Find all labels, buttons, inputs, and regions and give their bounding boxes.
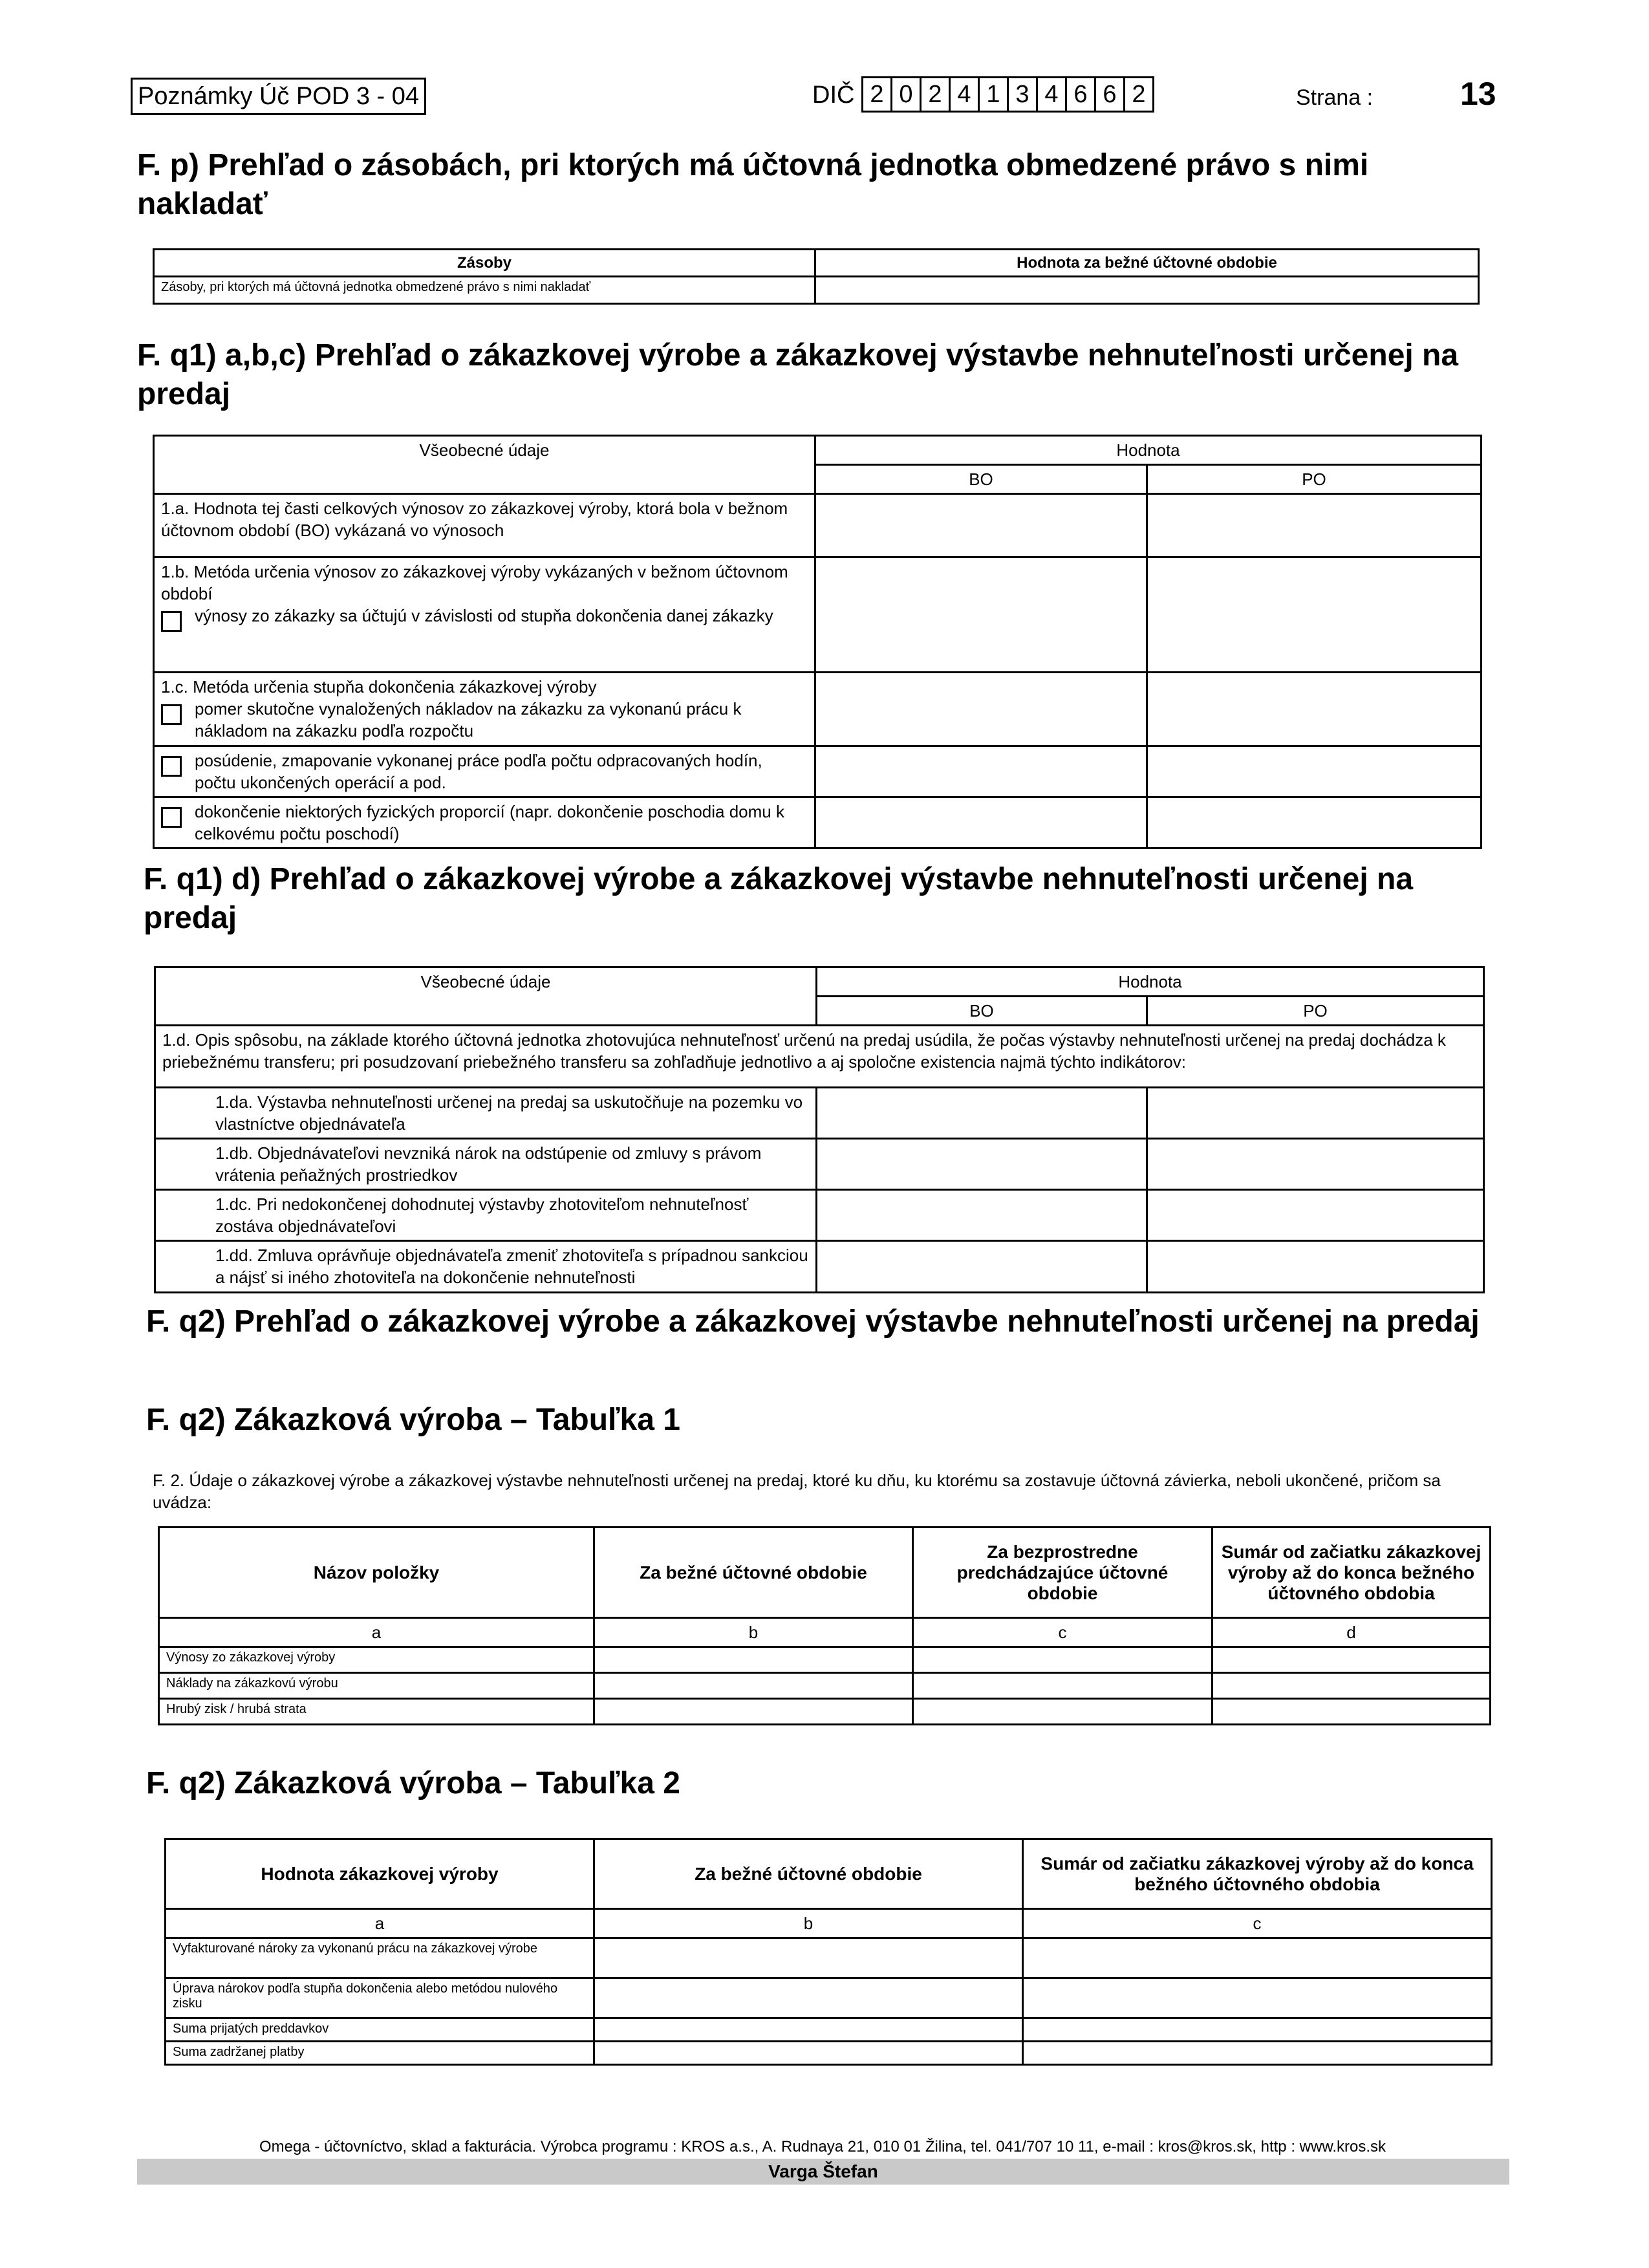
row-1b-option <box>161 605 808 632</box>
dic-digit: 2 <box>1132 81 1146 108</box>
col-header: Za bežné účtovné obdobie <box>594 1839 1023 1909</box>
table-fq1abc <box>153 435 1482 849</box>
value-cell[interactable] <box>594 1673 913 1699</box>
col-header: Sumár od začiatku zákazkovej výroby až do konca bežného účtovného obdobia <box>1023 1839 1492 1909</box>
value-cell[interactable] <box>815 557 1147 673</box>
page-label: Strana : <box>1296 85 1374 110</box>
value-cell[interactable] <box>1147 494 1482 557</box>
col-header-po: PO <box>1147 465 1482 494</box>
column-letter: a <box>159 1618 594 1647</box>
dic-label: DIČ <box>812 81 855 109</box>
table-row-label: Náklady na zákazkovú výrobu <box>159 1673 594 1699</box>
col-header: Názov položky <box>159 1528 594 1618</box>
col-header: Sumár od začiatku zákazkovej výroby až do konca bežného účtovného obdobia <box>1212 1528 1491 1618</box>
column-letter: b <box>594 1618 913 1647</box>
value-cell[interactable] <box>1212 1647 1491 1673</box>
value-cell[interactable] <box>817 1241 1147 1293</box>
dic-digit: 2 <box>921 78 951 111</box>
value-cell[interactable] <box>594 1647 913 1673</box>
table-row-label: Vyfakturované nároky za vykonanú prácu na zákazkovej výrobe <box>166 1938 594 1978</box>
value-cell[interactable] <box>817 1088 1147 1139</box>
row-1c-option <box>161 801 808 845</box>
table2-title: F. q2) Zákazková výroba – Tabuľka 2 <box>146 1766 680 1800</box>
col-header: Hodnota <box>817 967 1484 997</box>
table-row-label: Suma prijatých preddavkov <box>166 2018 594 2042</box>
table1-note: F. 2. Údaje o zákazkovej výrobe a zákazkovej výstavbe nehnuteľnosti určenej na predaj, ktoré ku dňu, ku ktorému sa zostavuje účtovná závierka, neboli ukončené, pričom sa uvádza: <box>153 1471 1441 1512</box>
form-name: Poznámky Úč POD 3 - 04 <box>131 78 426 115</box>
table-fq1d <box>154 966 1485 1293</box>
row-1d: 1.d. Opis spôsobu, na základe ktorého účtovná jednotka zhotovujúca nehnuteľnosť určenú na predaj usúdila, že počas výstavby nehnuteľnosti určenej na predaj dochádza k priebežnému transferu; pri posudzovaní priebežného transferu sa zohľadňuje jednotlivo a aj spoločne existencia najmä týchto indikátorov: <box>155 1026 1484 1088</box>
dic-boxes <box>861 76 1154 113</box>
option-label: výnosy zo zákazky sa účtujú v závislosti od stupňa dokončenia danej zákazky <box>195 606 773 625</box>
column-letter: a <box>166 1909 594 1938</box>
checkbox[interactable] <box>161 807 182 828</box>
row-1dc: 1.dc. Pri nedokončenej dohodnutej výstavby zhotoviteľom nehnuteľnosť zostáva objednávateľovi <box>155 1190 817 1241</box>
value-cell[interactable] <box>913 1673 1212 1699</box>
value-cell[interactable] <box>1023 1938 1492 1978</box>
value-cell[interactable] <box>1212 1673 1491 1699</box>
value-cell[interactable] <box>594 2042 1023 2065</box>
option-label: dokončenie niektorých fyzických proporcií (napr. dokončenie poschodia domu k celkovému počtu poschodí) <box>195 802 784 843</box>
checkbox[interactable] <box>161 611 182 632</box>
row-1c-2 <box>154 746 815 797</box>
column-letter: c <box>1023 1909 1492 1938</box>
dic-digit: 2 <box>863 78 892 111</box>
page-number: 13 <box>1460 76 1496 112</box>
option-label: pomer skutočne vynaložených nákladov na zákazku za vykonanú prácu k nákladom na zákazku podľa rozpočtu <box>195 699 742 740</box>
value-cell[interactable] <box>1147 1241 1484 1293</box>
value-cell[interactable] <box>815 797 1147 848</box>
dic-digit: 0 <box>892 78 921 111</box>
row-1c-label: 1.c. Metóda určenia stupňa dokončenia zákazkovej výroby <box>161 677 597 697</box>
value-cell[interactable] <box>815 673 1147 746</box>
footer-name: Varga Štefan <box>137 2159 1509 2185</box>
row-1c-option <box>161 698 808 742</box>
option-label: posúdenie, zmapovanie vykonanej práce podľa počtu odpracovaných hodín, počtu ukončených operácií a pod. <box>195 751 762 792</box>
value-cell[interactable] <box>817 1139 1147 1190</box>
dic-digit: 6 <box>1096 78 1125 111</box>
col-header: Hodnota zákazkovej výroby <box>166 1839 594 1909</box>
column-letter: d <box>1212 1618 1491 1647</box>
col-header: Hodnota za bežné účtovné obdobie <box>815 250 1479 277</box>
table-row-label: Hrubý zisk / hrubá strata <box>159 1699 594 1725</box>
col-header: Za bezprostredne predchádzajúce účtovné obdobie <box>913 1528 1212 1618</box>
table-fp <box>153 248 1480 305</box>
column-letter: c <box>913 1618 1212 1647</box>
value-cell[interactable] <box>817 1190 1147 1241</box>
row-1c-3 <box>154 797 815 848</box>
value-cell[interactable] <box>1147 746 1482 797</box>
row-1dd: 1.dd. Zmluva oprávňuje objednávateľa zmeniť zhotoviteľa s prípadnou sankciou a nájsť si iného zhotoviteľa na dokončenie nehnuteľnosti <box>155 1241 817 1293</box>
value-cell[interactable] <box>594 1938 1023 1978</box>
row-1b-label: 1.b. Metóda určenia výnosov zo zákazkovej výroby vykázaných v bežnom účtovnom období <box>161 562 788 603</box>
col-header-bo: BO <box>815 465 1147 494</box>
value-cell[interactable] <box>594 1699 913 1725</box>
value-cell[interactable] <box>1147 557 1482 673</box>
value-cell[interactable] <box>1023 2042 1492 2065</box>
section-fq1abc-title: F. q1) a,b,c) Prehľad o zákazkovej výrobe a zákazkovej výstavbe nehnuteľnosti určenej na predaj <box>137 338 1459 411</box>
dic-digit: 4 <box>1038 78 1067 111</box>
dic-digit: 4 <box>951 78 980 111</box>
value-cell[interactable] <box>913 1699 1212 1725</box>
value-cell[interactable] <box>913 1647 1212 1673</box>
row-1a: 1.a. Hodnota tej časti celkových výnosov zo zákazkovej výroby, ktorá bola v bežnom účtovnom období (BO) vykázaná vo výnosoch <box>154 494 815 557</box>
col-header: Zásoby <box>154 250 815 277</box>
col-header: Všeobecné údaje <box>154 436 815 494</box>
section-fq2-title: F. q2) Prehľad o zákazkovej výrobe a zákazkovej výstavbe nehnuteľnosti určenej na predaj <box>146 1304 1480 1339</box>
value-cell[interactable] <box>1147 797 1482 848</box>
section-fp-title: F. p) Prehľad o zásobách, pri ktorých má účtovná jednotka obmedzené právo s nimi nakladať <box>137 148 1369 221</box>
table-row-label: Úprava nárokov podľa stupňa dokončenia alebo metódou nulového zisku <box>166 1978 594 2018</box>
col-header: Hodnota <box>815 436 1482 465</box>
col-header-bo: BO <box>817 997 1147 1026</box>
value-cell[interactable] <box>1023 2018 1492 2042</box>
value-cell[interactable] <box>1023 1978 1492 2018</box>
col-header: Všeobecné údaje <box>155 967 817 1026</box>
table1 <box>158 1526 1491 1725</box>
value-cell[interactable] <box>1147 1139 1484 1190</box>
value-cell[interactable] <box>594 2018 1023 2042</box>
row-1db: 1.db. Objednávateľovi nevzniká nárok na odstúpenie od zmluvy s právom vrátenia peňažných prostriedkov <box>155 1139 817 1190</box>
col-header-po: PO <box>1147 997 1484 1026</box>
dic-digit: 6 <box>1067 78 1096 111</box>
row-1b <box>154 557 815 673</box>
table1-title: F. q2) Zákazková výroba – Tabuľka 1 <box>146 1403 680 1437</box>
value-cell[interactable] <box>1212 1699 1491 1725</box>
row-1c <box>154 673 815 746</box>
column-letter: b <box>594 1909 1023 1938</box>
table-row-label: Výnosy zo zákazkovej výroby <box>159 1647 594 1673</box>
value-cell[interactable] <box>1147 673 1482 746</box>
checkbox[interactable] <box>161 704 182 725</box>
value-cell[interactable] <box>815 494 1147 557</box>
row-1c-option <box>161 750 808 794</box>
value-cell[interactable] <box>594 1978 1023 2018</box>
table2 <box>164 1838 1493 2066</box>
table-row-label: Suma zadržanej platby <box>166 2042 594 2065</box>
row-1da: 1.da. Výstavba nehnuteľnosti určenej na predaj sa uskutočňuje na pozemku vo vlastníctve objednávateľa <box>155 1088 817 1139</box>
value-cell[interactable] <box>1147 1088 1484 1139</box>
col-header: Za bežné účtovné obdobie <box>594 1528 913 1618</box>
footer-text: Omega - účtovníctvo, sklad a fakturácia. Výrobca programu : KROS a.s., A. Rudnaya 21, 010 01 Žilina, tel. 041/707 10 11, e-mail : kros@kros.sk, http : www.kros.sk <box>259 2138 1386 2155</box>
checkbox[interactable] <box>161 756 182 777</box>
section-fq1d-title: F. q1) d) Prehľad o zákazkovej výrobe a zákazkovej výstavbe nehnuteľnosti určenej na predaj <box>144 862 1414 935</box>
value-cell[interactable] <box>815 746 1147 797</box>
value-cell[interactable] <box>1147 1190 1484 1241</box>
dic-digit: 3 <box>1009 78 1038 111</box>
row-label: Zásoby, pri ktorých má účtovná jednotka obmedzené právo s nimi nakladať <box>154 277 815 304</box>
dic-digit: 1 <box>980 78 1009 111</box>
value-cell[interactable] <box>815 277 1479 304</box>
